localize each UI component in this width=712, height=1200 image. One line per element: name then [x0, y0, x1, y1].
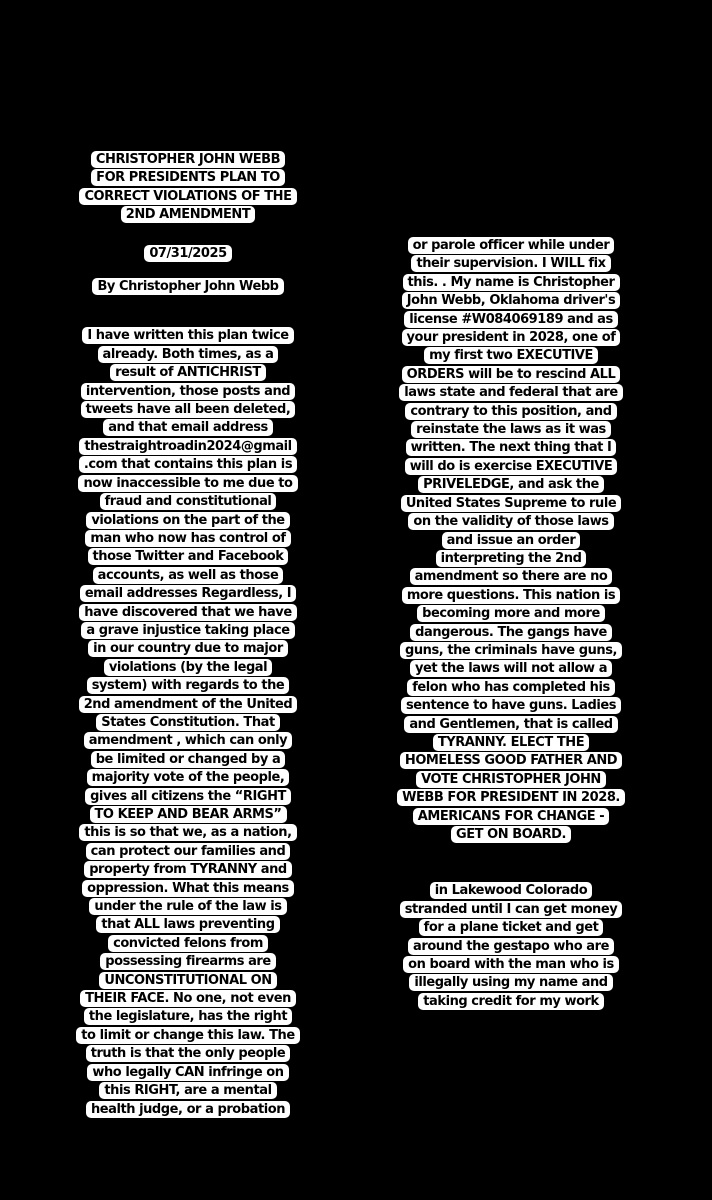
text-line: this. . My name is Christopher — [407, 274, 615, 290]
text-line: stranded until I can get money — [404, 901, 618, 917]
text-line: intervention, those posts and — [85, 383, 291, 399]
text-line: or parole officer while under — [412, 238, 610, 253]
text-line: a grave injustice taking place — [86, 622, 290, 638]
text-line: on board with the man who is — [408, 957, 614, 973]
text-line: PRIVELEDGE, and ask the — [423, 477, 599, 493]
text-line: around the gestapo who are — [413, 938, 609, 954]
text-line: TYRANNY. ELECT THE — [437, 734, 585, 750]
text-line: man who now has control of — [90, 530, 286, 546]
text-line: FOR PRESIDENTS PLAN TO — [96, 170, 280, 186]
text-line: illegally using my name and — [414, 975, 608, 991]
text-line: for a plane ticket and get — [423, 920, 599, 936]
text-line: accounts, as well as those — [97, 567, 279, 583]
text-line: the legislature, has the right — [88, 1009, 288, 1025]
text-line: property from TYRANNY and — [89, 862, 287, 878]
text-line: will do is exercise EXECUTIVE — [409, 458, 613, 474]
postscript — [372, 882, 650, 1011]
body-text — [397, 237, 625, 843]
text-line: oppression. What this means — [87, 880, 289, 896]
document-byline — [38, 278, 338, 296]
text-line: sentence to have guns. Ladies — [405, 698, 616, 714]
text-line: ORDERS will be to rescind ALL — [406, 366, 616, 382]
text-line: possessing firearms are — [105, 954, 271, 970]
text-line: and issue an order — [446, 532, 576, 548]
text-line: and Gentlemen, that is called — [409, 716, 613, 732]
text-line: TO KEEP AND BEAR ARMS” — [94, 807, 282, 822]
text-line: system) with regards to the — [91, 678, 285, 694]
text-line: felon who has completed his — [412, 679, 610, 695]
text-line: violations (by the legal — [108, 659, 268, 675]
text-line: 2nd amendment of the United — [83, 696, 293, 712]
plan-body-part-1 — [38, 327, 338, 1118]
text-line: reinstate the laws as it was — [416, 422, 606, 438]
text-line: majority vote of the people, — [91, 770, 285, 786]
postscript-text — [400, 882, 623, 1009]
text-line: my first two EXECUTIVE — [429, 348, 593, 364]
body-text — [76, 327, 299, 1117]
text-line: be limited or changed by a — [95, 751, 281, 767]
text-line: 2ND AMENDMENT — [125, 207, 251, 223]
text-line: have discovered that we have — [84, 604, 292, 620]
text-line: I have written this plan twice — [87, 328, 289, 344]
text-line: who legally CAN infringe on — [92, 1064, 284, 1080]
text-line: United States Supreme to rule — [405, 495, 617, 511]
text-line: this is so that we, as a nation, — [84, 825, 292, 841]
text-line: under the rule of the law is — [94, 899, 282, 915]
text-line: amendment so there are no — [414, 569, 608, 585]
text-line: their supervision. I WILL fix — [416, 256, 606, 272]
text-line: John Webb, Oklahoma driver's — [406, 293, 616, 309]
text-line: UNCONSTITUTIONAL ON — [104, 972, 272, 988]
text-line: on the validity of those laws — [413, 514, 609, 530]
text-line: those Twitter and Facebook — [92, 549, 284, 565]
text-line: THEIR FACE. No one, not even — [85, 991, 291, 1007]
text-line: thestraightroadin2024@gmail — [84, 438, 292, 454]
text-line: license #W084069189 and as — [409, 311, 613, 327]
text-line: already. Both times, as a — [102, 346, 274, 362]
text-line: to limit or change this law. The — [81, 1027, 295, 1043]
text-line: written. The next thing that I — [410, 440, 612, 456]
plan-body-part-2 — [372, 237, 650, 844]
byline-text: By Christopher John Webb — [92, 278, 283, 295]
text-line: health judge, or a probation — [90, 1101, 286, 1117]
title-text — [79, 151, 296, 223]
text-line: CORRECT VIOLATIONS OF THE — [84, 188, 292, 204]
text-line: VOTE CHRISTOPHER JOHN — [421, 771, 601, 787]
text-line: taking credit for my work — [423, 993, 599, 1009]
text-line: this RIGHT, are a mental — [104, 1083, 272, 1099]
document-title — [38, 151, 338, 225]
text-line: WEBB FOR PRESIDENT IN 2028. — [402, 790, 620, 806]
text-line: yet the laws will not allow a — [414, 661, 608, 677]
text-line: gives all citizens the “RIGHT — [90, 788, 286, 804]
text-line: violations on the part of the — [91, 512, 285, 528]
text-line: tweets have all been deleted, — [85, 402, 291, 418]
text-line: States Constitution. That — [101, 714, 275, 730]
text-line: can protect our families and — [90, 843, 286, 859]
text-line: result of ANTICHRIST — [115, 365, 261, 381]
text-line: amendment , which can only — [88, 733, 288, 749]
text-line: dangerous. The gangs have — [415, 624, 607, 640]
text-line: that ALL laws preventing — [101, 917, 275, 933]
text-line: GET ON BOARD. — [456, 827, 566, 842]
text-line: in Lakewood Colorado — [434, 883, 588, 899]
text-line: CHRISTOPHER JOHN WEBB — [95, 152, 281, 167]
text-line: .com that contains this plan is — [83, 457, 293, 473]
text-line: email addresses Regardless, I — [84, 586, 292, 602]
text-line: AMERICANS FOR CHANGE - — [417, 808, 605, 824]
text-line: contrary to this position, and — [410, 403, 612, 419]
right-column — [372, 237, 650, 1011]
text-line: and that email address — [108, 420, 268, 436]
left-column — [38, 151, 338, 1119]
text-line: interpreting the 2nd — [440, 550, 582, 566]
text-line: guns, the criminals have guns, — [405, 642, 617, 658]
date-text: 07/31/2025 — [144, 245, 231, 262]
text-line: becoming more and more — [422, 606, 600, 622]
text-line: laws state and federal that are — [404, 385, 618, 401]
text-line: your president in 2028, one of — [406, 330, 616, 346]
text-line: now inaccessible to me due to — [83, 475, 293, 491]
text-line: in our country due to major — [93, 641, 283, 657]
text-line: fraud and constitutional — [104, 494, 272, 510]
document-date — [38, 245, 338, 263]
text-line: truth is that the only people — [90, 1046, 286, 1062]
text-line: HOMELESS GOOD FATHER AND — [404, 753, 618, 769]
text-line: more questions. This nation is — [406, 587, 616, 603]
text-line: convicted felons from — [113, 935, 263, 951]
